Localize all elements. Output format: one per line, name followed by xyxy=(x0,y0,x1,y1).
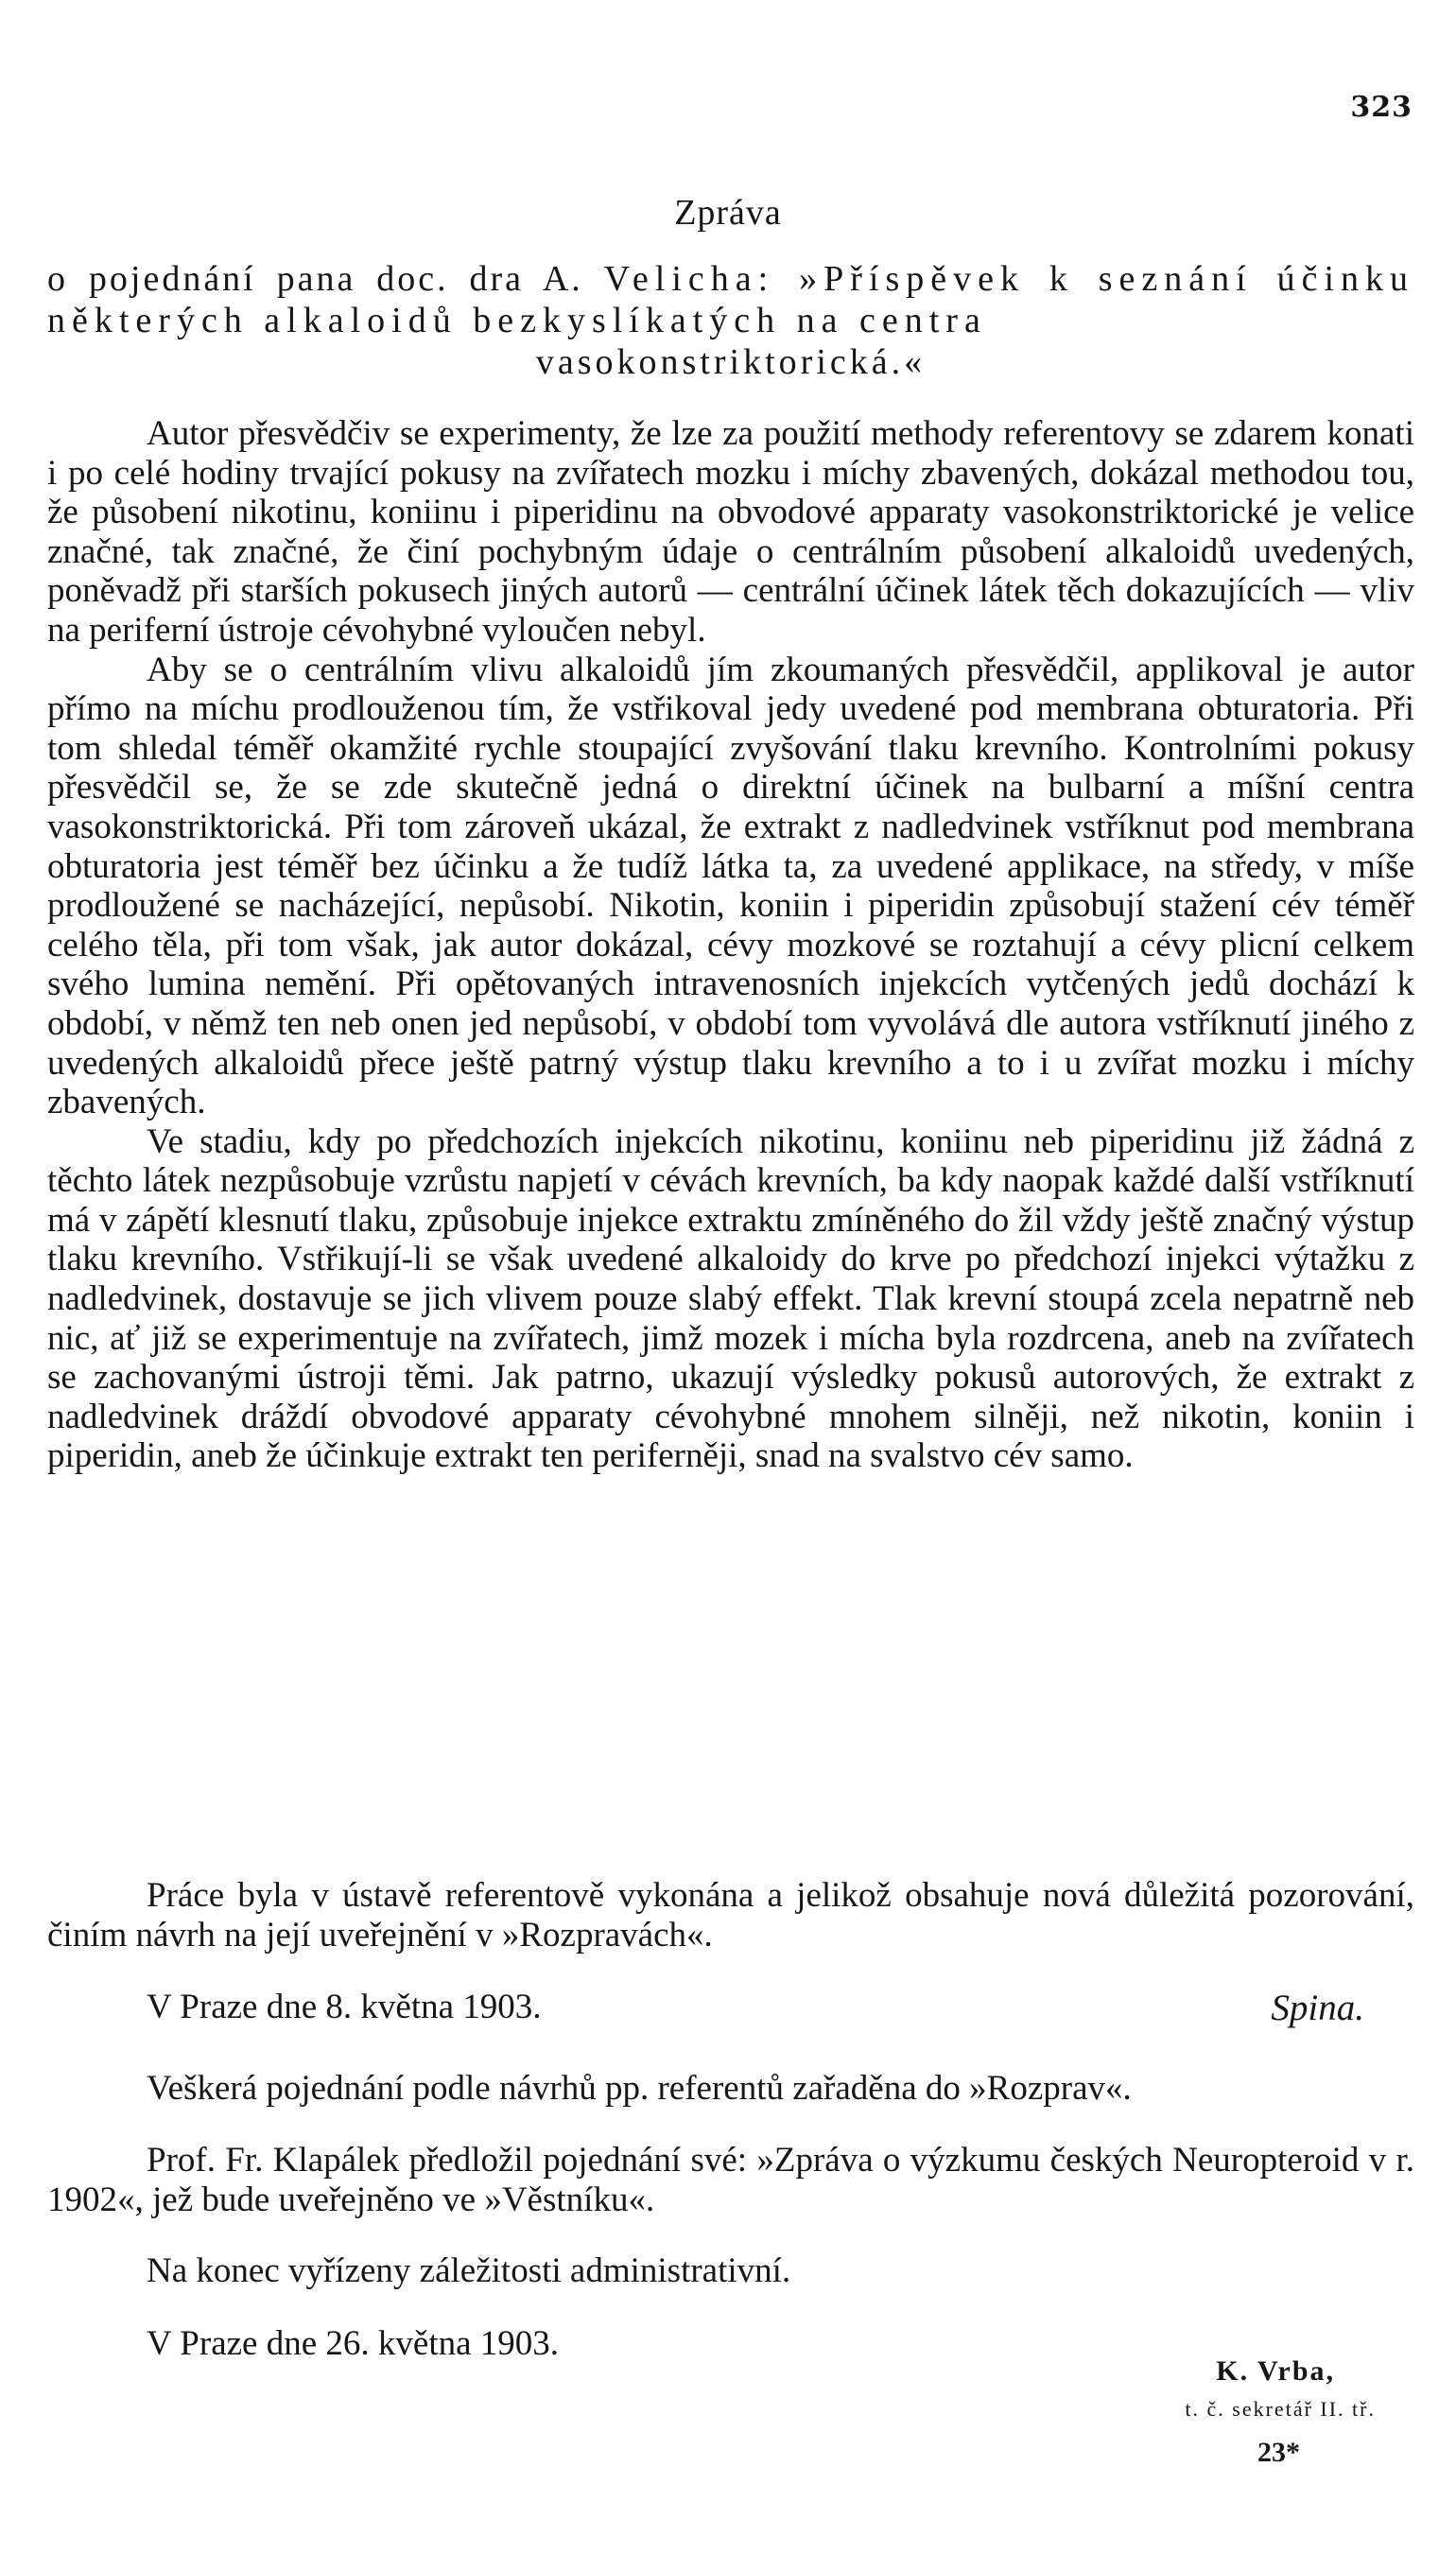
minutes-item-2-text: Prof. Fr. Klapálek předložil pojednání své: »Zpráva o výzkumu českých Neuropteroid v r. 1902«, jež bude uveřejněno ve »Věstníku«. xyxy=(47,2141,1414,2219)
report-title: Zpráva xyxy=(674,193,782,233)
referee-signature: Spina. xyxy=(1271,1988,1364,2028)
minutes-item-1 xyxy=(47,2069,1414,2109)
recommendation-paragraph: Práce byla v ústavě referentově vykonána a jelikož obsahuje nová důležitá pozorování, činím návrh na její uveřejnění v »Rozpravách«. xyxy=(47,1876,1414,1955)
minutes-item-2 xyxy=(47,2141,1414,2220)
minutes-date: V Praze dne 26. května 1903. xyxy=(147,2324,560,2363)
secretary-title: t. č. sekretář II. tř. xyxy=(1185,2397,1376,2421)
subtitle-intro: o pojednání pana doc. dra A. xyxy=(47,259,604,299)
page-number: 323 xyxy=(1350,91,1413,124)
recommendation-block xyxy=(47,1876,1414,1955)
secretary-name: K. Vrba, xyxy=(1216,2355,1335,2387)
minutes-item-3 xyxy=(47,2251,1414,2291)
body-paragraph-2: Aby se o centrálním vlivu alkaloidů jím zkoumaných přesvědčil, applikoval je autor přímo na míchu prodlouženou tím, že vstřikoval jedy uvedené pod membrana obturatoria. Při tom shledal téměř okamžité rychle stoupající zvyšování tlaku krevního. Kontrolními pokusy přesvědčil se, že se zde skutečně jedná o direktní účinek na bulbarní a míšní centra vasokonstriktorická. Při tom zároveň ukázal, že extrakt z nadledvinek vstříknut pod membrana obturatoria jest téměř bez účinku a že tudíž látka ta, za uvedené applikace, na středy, v míše prodloužené se nacházející, nepůsobí. Nikotin, koniin i piperidin způsobují stažení cév téměř celého těla, při tom však, jak autor dokázal, cévy mozkové se roztahují a cévy plicní celkem svého lumina nemění. Při opětovaných intravenosních injekcích vytčených jedů dochází k období, v němž ten neb onen jed nepůsobí, v období tom vyvolává dle autora vstříknutí jiného z uvedených alkaloidů přece ještě patrný výstup tlaku krevního a to i u zvířat mozku i míchy zbavených. xyxy=(47,650,1414,1122)
subtitle-author: Velicha: xyxy=(603,259,775,299)
minutes-item-1-text: Veškerá pojednání podle návrhů pp. referentů zařaděna do »Rozprav«. xyxy=(147,2069,1132,2108)
body-paragraph-1: Autor přesvědčiv se experimenty, že lze za použití methody referentovy se zdarem konati i po celé hodiny trvající pokusy na zvířatech mozku i míchy zbavených, dokázal methodou tou, že působení nikotinu, koniinu i piperidinu na obvodové apparaty vasokonstriktorické je velice značné, tak značné, že činí pochybným údaje o centrálním působení alkaloidů uvedených, poněvadž při starších pokusech jiných autorů — centrální účinek látek těch dokazujících — vliv na periferní ústroje cévohybné vyloučen nebyl. xyxy=(47,414,1414,650)
report-body xyxy=(47,414,1414,1476)
subtitle-last-line: vasokonstriktorická.« xyxy=(535,342,927,382)
body-paragraph-3: Ve stadiu, kdy po předchozích injekcích nikotinu, koniinu neb piperidinu již žádná z těchto látek nezpůsobuje vzrůstu napjetí v cévách krevních, ba kdy naopak každé další vstříknutí má v zápětí klesnutí tlaku, způsobuje injekce extraktu zmíněného do žil vždy ještě značný výstup tlaku krevního. Vstřikují-li se však uvedené alkaloidy do krve po předchozí injekci výtažku z nadledvinek, dostavuje se jich vlivem pouze slabý effekt. Tlak krevní stoupá zcela nepatrně neb nic, ať již se experimentuje na zvířatech, jimž mozek i mícha byla rozdrcena, aneb na zvířatech se zachovanými ústroji těmi. Jak patrno, ukazují výsledky pokusů autorových, že extrakt z nadledvinek dráždí obvodové apparaty cévohybné mnohem silněji, než nikotin, koniin i piperidin, aneb že účinkuje extrakt ten periferněji, snad na svalstvo cév samo. xyxy=(47,1121,1414,1476)
subtitle-quote: »Příspěvek k seznání účinku některých alkaloidů bezkyslíkatých na centra xyxy=(47,259,1415,340)
report-subtitle xyxy=(47,258,1414,383)
minutes-item-3-text: Na konec vyřízeny záležitosti administrativní. xyxy=(147,2251,791,2290)
signature-mark: 23* xyxy=(1257,2437,1300,2468)
referee-date: V Praze dne 8. května 1903. xyxy=(147,1988,542,2026)
